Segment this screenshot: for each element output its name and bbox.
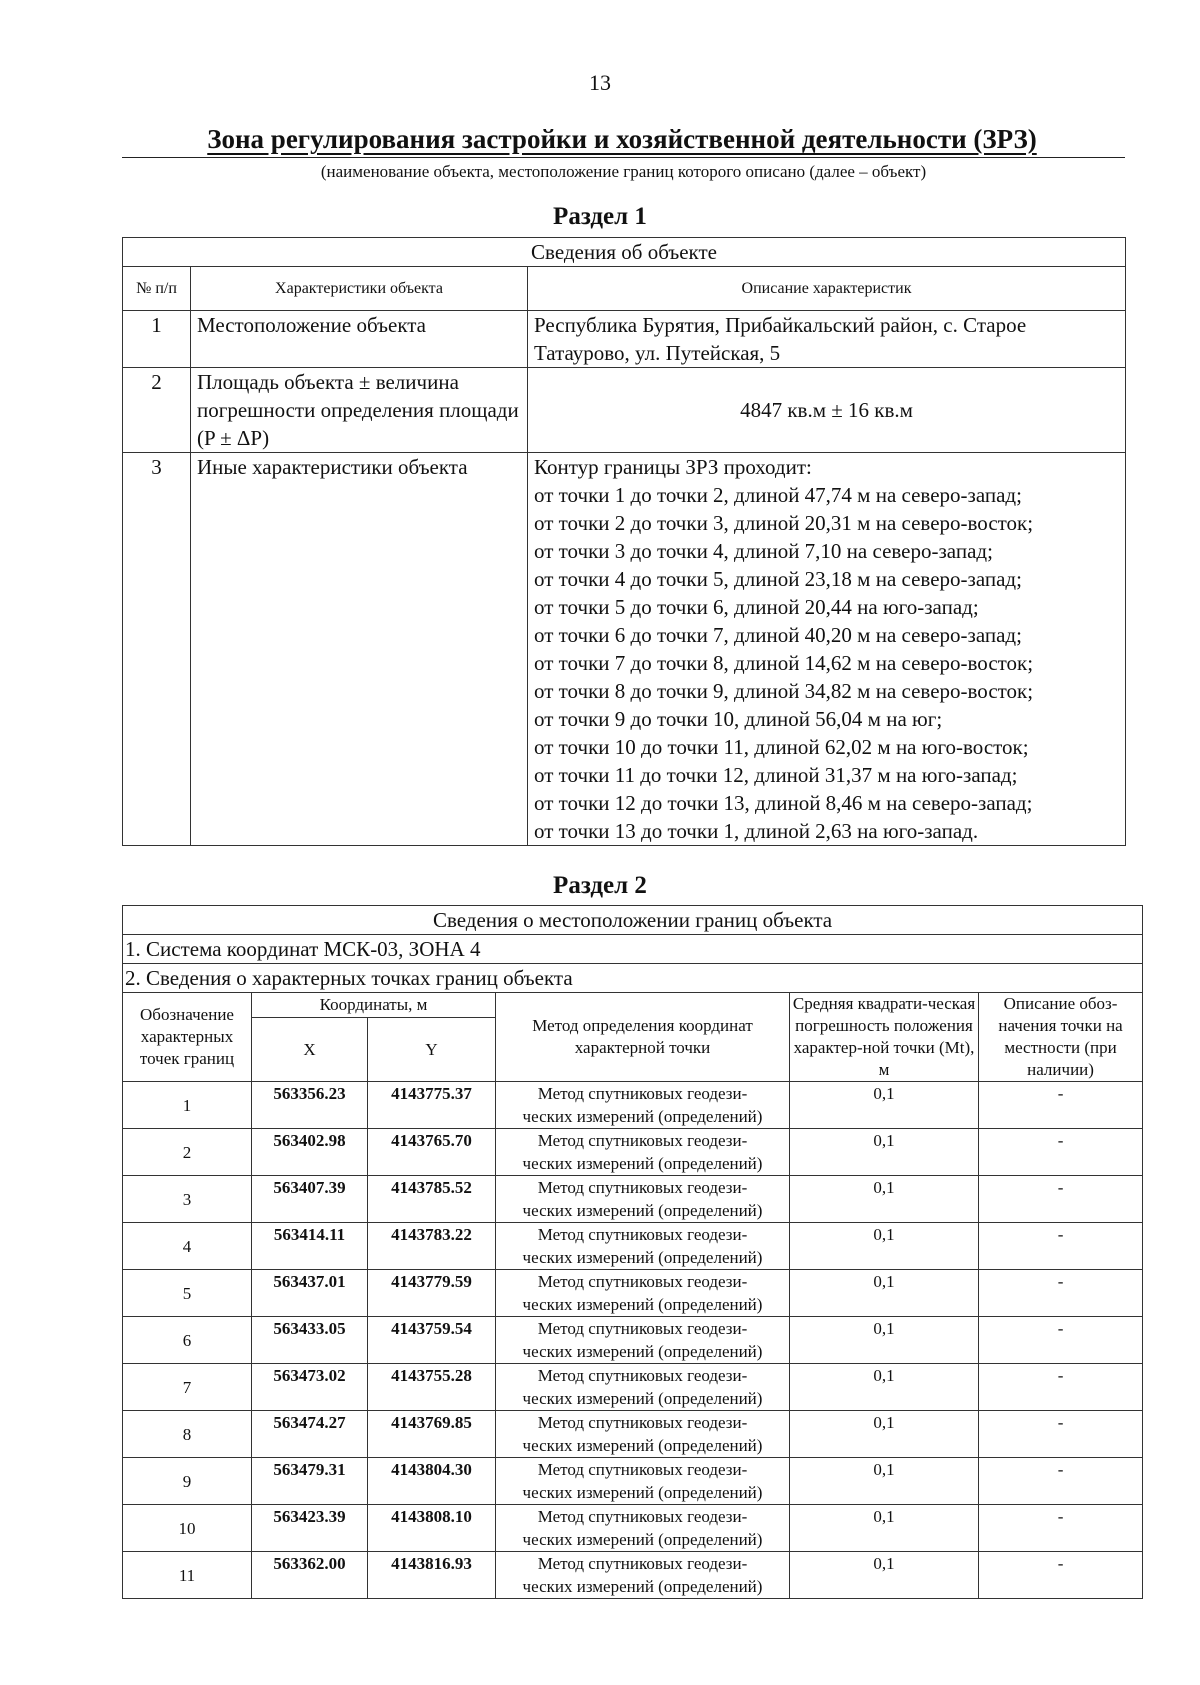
coord-x: 563433.05 [252,1317,368,1364]
method-cell [496,1364,790,1411]
coord-y: 4143816.93 [368,1552,496,1599]
point-number: 6 [123,1317,252,1364]
method-line-1: Метод спутниковых геодези- [537,1507,748,1526]
table-row [123,1176,1143,1223]
error-value: 0,1 [790,1552,979,1599]
col-header-point-description: Описание обоз-начения точки на местности (при наличии) [979,993,1143,1082]
table-row [123,1458,1143,1505]
coord-x: 563473.02 [252,1364,368,1411]
point-number: 10 [123,1505,252,1552]
table-row [123,1129,1143,1176]
page-number: 13 [589,70,611,95]
section1-heading: Раздел 1 [553,203,647,230]
error-value: 0,1 [790,1364,979,1411]
description-line: от точки 1 до точки 2, длиной 47,74 м на северо-запад; [534,483,1022,507]
point-description: - [979,1364,1143,1411]
error-value: 0,1 [790,1129,979,1176]
method-line-1: Метод спутниковых геодези- [537,1131,748,1150]
error-value: 0,1 [790,1270,979,1317]
point-number: 8 [123,1411,252,1458]
col-header-characteristics: Характеристики объекта [191,267,528,311]
point-description: - [979,1082,1143,1129]
method-line-2: ческих измерений (определений) [522,1436,763,1455]
description-line: от точки 11 до точки 12, длиной 31,37 м на юго-запад; [534,763,1018,787]
coord-y: 4143775.37 [368,1082,496,1129]
point-description: - [979,1505,1143,1552]
table-row [123,1317,1143,1364]
coord-x: 563407.39 [252,1176,368,1223]
table1-row [123,453,1126,846]
coord-x: 563423.39 [252,1505,368,1552]
method-line-2: ческих измерений (определений) [522,1530,763,1549]
method-cell [496,1270,790,1317]
point-description: - [979,1552,1143,1599]
method-cell [496,1458,790,1505]
description-line: от точки 2 до точки 3, длиной 20,31 м на северо-восток; [534,511,1034,535]
table2-caption: Сведения о местоположении границ объекта [123,906,1143,935]
coord-y: 4143785.52 [368,1176,496,1223]
table1-caption: Сведения об объекте [123,238,1126,267]
method-line-1: Метод спутниковых геодези- [537,1554,748,1573]
error-value: 0,1 [790,1317,979,1364]
method-line-2: ческих измерений (определений) [522,1154,763,1173]
point-description: - [979,1317,1143,1364]
description-line: 4847 кв.м ± 16 кв.м [740,398,913,422]
method-line-2: ческих измерений (определений) [522,1107,763,1126]
error-value: 0,1 [790,1458,979,1505]
coord-y: 4143765.70 [368,1129,496,1176]
row-characteristic: Местоположение объекта [191,311,528,368]
method-cell [496,1129,790,1176]
table1-row [123,368,1126,453]
method-line-2: ческих измерений (определений) [522,1248,763,1267]
row-number: 2 [123,368,191,453]
coord-y: 4143783.22 [368,1223,496,1270]
error-value: 0,1 [790,1223,979,1270]
error-value: 0,1 [790,1176,979,1223]
table2-body [123,1082,1143,1599]
point-number: 4 [123,1223,252,1270]
col-header-description: Описание характеристик [528,267,1126,311]
title-underline [122,157,1125,158]
method-line-2: ческих измерений (определений) [522,1389,763,1408]
description-line: от точки 12 до точки 13, длиной 8,46 м на северо-запад; [534,791,1033,815]
point-number: 7 [123,1364,252,1411]
coord-y: 4143804.30 [368,1458,496,1505]
description-line: Контур границы ЗРЗ проходит: [534,455,812,479]
method-line-1: Метод спутниковых геодези- [537,1272,748,1291]
coordinate-system-line: 1. Система координат МСК-03, ЗОНА 4 [123,935,1143,964]
table-row [123,1364,1143,1411]
description-line: от точки 5 до точки 6, длиной 20,44 на юго-запад; [534,595,979,619]
description-line: Республика Бурятия, Прибайкальский район, с. Старое [534,313,1027,337]
point-number: 11 [123,1552,252,1599]
method-line-1: Метод спутниковых геодези- [537,1460,748,1479]
description-line: от точки 9 до точки 10, длиной 56,04 м на юг; [534,707,943,731]
row-characteristic: Иные характеристики объекта [191,453,528,846]
point-description: - [979,1270,1143,1317]
point-description: - [979,1129,1143,1176]
description-line: от точки 7 до точки 8, длиной 14,62 м на северо-восток; [534,651,1034,675]
col-header-point: Обозначение характерных точек границ [123,993,252,1082]
coord-y: 4143759.54 [368,1317,496,1364]
col-header-error: Средняя квадрати-ческая погрешность положения характер-ной точки (Mt), м [790,993,979,1082]
points-info-line: 2. Сведения о характерных точках границ объекта [123,964,1143,993]
point-number: 1 [123,1082,252,1129]
method-line-1: Метод спутниковых геодези- [537,1319,748,1338]
method-line-1: Метод спутниковых геодези- [537,1366,748,1385]
coord-x: 563437.01 [252,1270,368,1317]
description-line: от точки 13 до точки 1, длиной 2,63 на юго-запад. [534,819,979,843]
coord-x: 563402.98 [252,1129,368,1176]
coord-x: 563474.27 [252,1411,368,1458]
coord-x: 563414.11 [252,1223,368,1270]
method-line-1: Метод спутниковых геодези- [537,1084,748,1103]
section2-heading: Раздел 2 [553,872,647,899]
description-line: от точки 8 до точки 9, длиной 34,82 м на северо-восток; [534,679,1034,703]
description-line: от точки 6 до точки 7, длиной 40,20 м на северо-запад; [534,623,1022,647]
col-header-coords: Координаты, м [252,993,496,1018]
col-header-x: X [252,1018,368,1082]
error-value: 0,1 [790,1505,979,1552]
description-line: Татаурово, ул. Путейская, 5 [534,341,781,365]
point-description: - [979,1411,1143,1458]
point-description: - [979,1223,1143,1270]
description-line: от точки 3 до точки 4, длиной 7,10 на северо-запад; [534,539,993,563]
error-value: 0,1 [790,1411,979,1458]
method-cell [496,1223,790,1270]
coord-y: 4143779.59 [368,1270,496,1317]
point-number: 3 [123,1176,252,1223]
table-row [123,1270,1143,1317]
method-cell [496,1505,790,1552]
method-line-2: ческих измерений (определений) [522,1483,763,1502]
col-header-method: Метод определения координат характерной точки [496,993,790,1082]
col-header-num: № п/п [123,267,191,311]
description-line: от точки 4 до точки 5, длиной 23,18 м на северо-запад; [534,567,1022,591]
table-row [123,1082,1143,1129]
table-row [123,1505,1143,1552]
method-line-2: ческих измерений (определений) [522,1342,763,1361]
table-row [123,1552,1143,1599]
row-number: 1 [123,311,191,368]
boundary-points-table [122,905,1143,1599]
method-cell [496,1411,790,1458]
table1-body [123,311,1126,846]
coord-y: 4143755.28 [368,1364,496,1411]
table-row [123,1411,1143,1458]
document-title: Зона регулирования застройки и хозяйственной деятельности (ЗРЗ) [207,124,1037,154]
method-line-1: Метод спутниковых геодези- [537,1178,748,1197]
method-cell [496,1176,790,1223]
point-description: - [979,1176,1143,1223]
object-info-table [122,237,1126,846]
coord-y: 4143769.85 [368,1411,496,1458]
table-row [123,1223,1143,1270]
method-line-1: Метод спутниковых геодези- [537,1225,748,1244]
coord-x: 563356.23 [252,1082,368,1129]
method-line-2: ческих измерений (определений) [522,1295,763,1314]
coord-x: 563479.31 [252,1458,368,1505]
point-description: - [979,1458,1143,1505]
method-line-1: Метод спутниковых геодези- [537,1413,748,1432]
point-number: 2 [123,1129,252,1176]
coord-x: 563362.00 [252,1552,368,1599]
row-number: 3 [123,453,191,846]
method-line-2: ческих измерений (определений) [522,1577,763,1596]
row-description [528,311,1126,368]
col-header-y: Y [368,1018,496,1082]
point-number: 9 [123,1458,252,1505]
title-note: (наименование объекта, местоположение границ которого описано (далее – объект) [320,162,927,181]
table1-row [123,311,1126,368]
row-description [528,368,1126,453]
method-cell [496,1552,790,1599]
method-cell [496,1082,790,1129]
row-characteristic: Площадь объекта ± величина погрешности определения площади (P ± ΔP) [191,368,528,453]
point-number: 5 [123,1270,252,1317]
coord-y: 4143808.10 [368,1505,496,1552]
error-value: 0,1 [790,1082,979,1129]
row-description [528,453,1126,846]
method-line-2: ческих измерений (определений) [522,1201,763,1220]
description-line: от точки 10 до точки 11, длиной 62,02 м на юго-восток; [534,735,1029,759]
method-cell [496,1317,790,1364]
